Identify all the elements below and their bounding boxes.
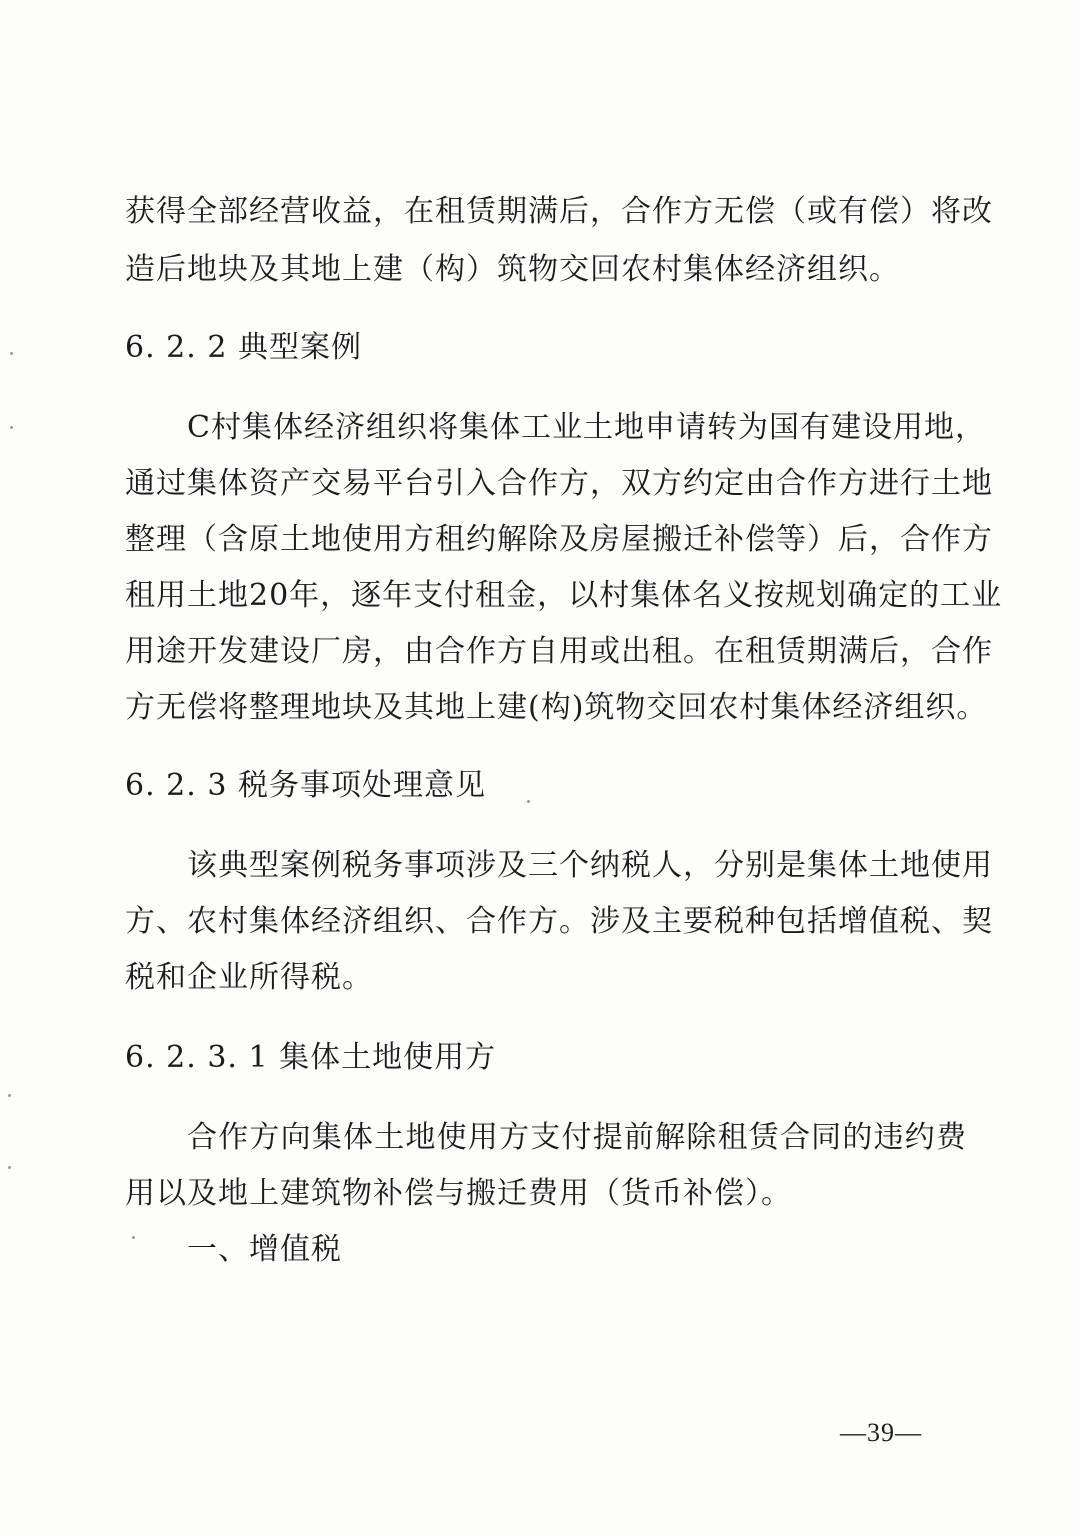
paragraph-2-line-6: 方无偿将整理地块及其地上建(构)筑物交回农村集体经济组织。 (125, 690, 988, 725)
paragraph-3-line-3: 税和企业所得税。 (125, 960, 373, 995)
paragraph-3-line-2: 方、农村集体经济组织、合作方。涉及主要税种包括增值税、契 (125, 904, 993, 939)
section-heading-6-2-3: 6. 2. 3 税务事项处理意见 (125, 768, 486, 803)
paragraph-2-line-4: 租用土地20年，逐年支付租金，以村集体名义按规划确定的工业 (125, 578, 1003, 613)
section-heading-6-2-3-1: 6. 2. 3. 1 集体土地使用方 (125, 1040, 497, 1075)
scan-speck (132, 1236, 135, 1239)
section-heading-6-2-2: 6. 2. 2 典型案例 (125, 330, 362, 365)
subheading-vat: 一、增值税 (187, 1232, 342, 1267)
paragraph-1-line-1: 获得全部经营收益，在租赁期满后，合作方无偿（或有偿）将改 (125, 194, 993, 229)
scan-speck (10, 352, 13, 355)
scan-speck (10, 426, 13, 429)
scan-speck (8, 1094, 11, 1097)
page-number: —39— (840, 1418, 922, 1447)
paragraph-4-line-1: 合作方向集体土地使用方支付提前解除租赁合同的违约费 (187, 1120, 967, 1155)
scan-speck (8, 1166, 11, 1169)
paragraph-1-line-2: 造后地块及其地上建（构）筑物交回农村集体经济组织。 (125, 252, 900, 287)
paragraph-4-line-2: 用以及地上建筑物补偿与搬迁费用（货币补偿）。 (125, 1176, 792, 1211)
scan-speck (527, 800, 530, 803)
paragraph-3-line-1: 该典型案例税务事项涉及三个纳税人，分别是集体土地使用 (187, 848, 993, 883)
paragraph-2-line-2: 通过集体资产交易平台引入合作方，双方约定由合作方进行土地 (125, 466, 993, 501)
paragraph-2-line-5: 用途开发建设厂房，由合作方自用或出租。在租赁期满后，合作 (125, 634, 993, 669)
paragraph-2-line-3: 整理（含原土地使用方租约解除及房屋搬迁补偿等）后，合作方 (125, 522, 993, 557)
paragraph-2-line-1: C村集体经济组织将集体工业土地申请转为国有建设用地， (187, 410, 986, 445)
